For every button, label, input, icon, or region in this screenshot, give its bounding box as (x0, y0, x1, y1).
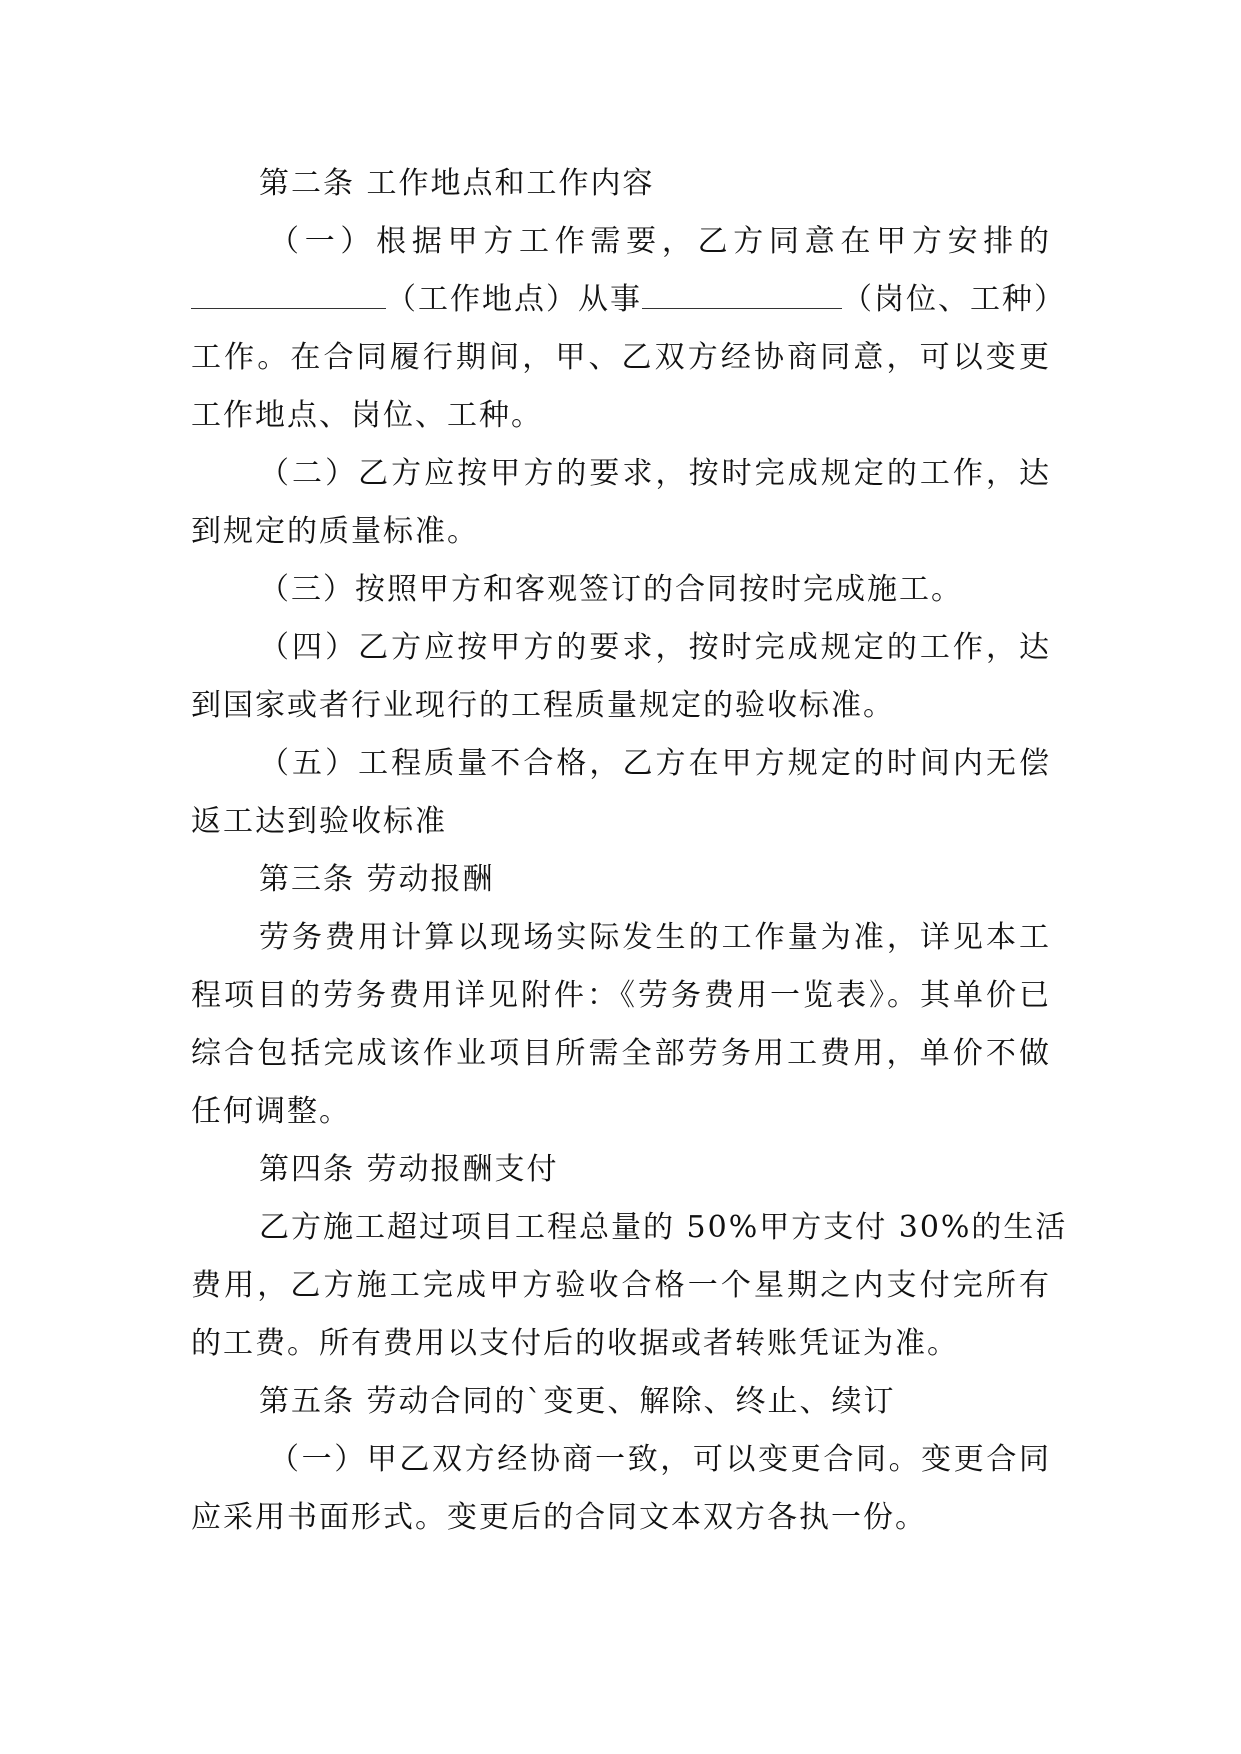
article-3-para-line-1: 劳务费用计算以现场实际发生的工作量为准，详见本工 (259, 920, 1051, 955)
article-2-item-1-line-1: （一）根据甲方工作需要，乙方同意在甲方安排的 (269, 224, 1051, 259)
article-2-item-5-line-1: （五）工程质量不合格，乙方在甲方规定的时间内无偿 (259, 746, 1051, 781)
article-3-para-line-3: 综合包括完成该作业项目所需全部劳务用工费用，单价不做 (191, 1036, 1051, 1071)
article-3-para-line-2: 程项目的劳务费用详见附件：《劳务费用一览表》。其单价已 (191, 978, 1051, 1013)
article-2-heading: 第二条 工作地点和工作内容 (259, 166, 655, 201)
article-2-item-2-line-2: 到规定的质量标准。 (191, 514, 479, 549)
article-2-item-4-line-2: 到国家或者行业现行的工程质量规定的验收标准。 (191, 688, 895, 723)
position-label: （岗位、工种） (842, 282, 1066, 317)
workplace-blank[interactable] (191, 274, 386, 309)
workplace-label: （工作地点）从事 (386, 282, 642, 317)
contract-body (191, 155, 1068, 1547)
article-2-item-1-line-4: 工作地点、岗位、工种。 (191, 398, 543, 433)
article-2-item-3-line-1: （三）按照甲方和客观签订的合同按时完成施工。 (259, 572, 963, 607)
article-5-item-1-line-1: （一）甲乙双方经协商一致，可以变更合同。变更合同 (269, 1442, 1051, 1477)
article-2-item-4-line-1: （四）乙方应按甲方的要求，按时完成规定的工作，达 (259, 630, 1051, 665)
article-5-item-1-line-2: 应采用书面形式。变更后的合同文本双方各执一份。 (191, 1500, 927, 1535)
article-2-item-1-line-3: 工作。在合同履行期间，甲、乙双方经协商同意，可以变更 (191, 340, 1051, 375)
article-2-item-5-line-2: 返工达到验收标准 (191, 804, 447, 839)
article-4-para-line-2: 费用，乙方施工完成甲方验收合格一个星期之内支付完所有 (191, 1268, 1051, 1303)
article-3-heading: 第三条 劳动报酬 (259, 862, 495, 897)
article-5-heading: 第五条 劳动合同的`变更、解除、终止、续订 (259, 1384, 896, 1419)
article-4-heading: 第四条 劳动报酬支付 (259, 1152, 559, 1187)
article-4-para-line-1: 乙方施工超过项目工程总量的 50%甲方支付 30%的生活 (259, 1210, 1068, 1245)
article-2-item-2-line-1: （二）乙方应按甲方的要求，按时完成规定的工作，达 (259, 456, 1051, 491)
article-2-item-1-line-2 (191, 271, 1066, 329)
article-3-para-line-4: 任何调整。 (191, 1094, 351, 1129)
position-blank[interactable] (642, 274, 842, 309)
article-4-para-line-3: 的工费。所有费用以支付后的收据或者转账凭证为准。 (191, 1326, 959, 1361)
